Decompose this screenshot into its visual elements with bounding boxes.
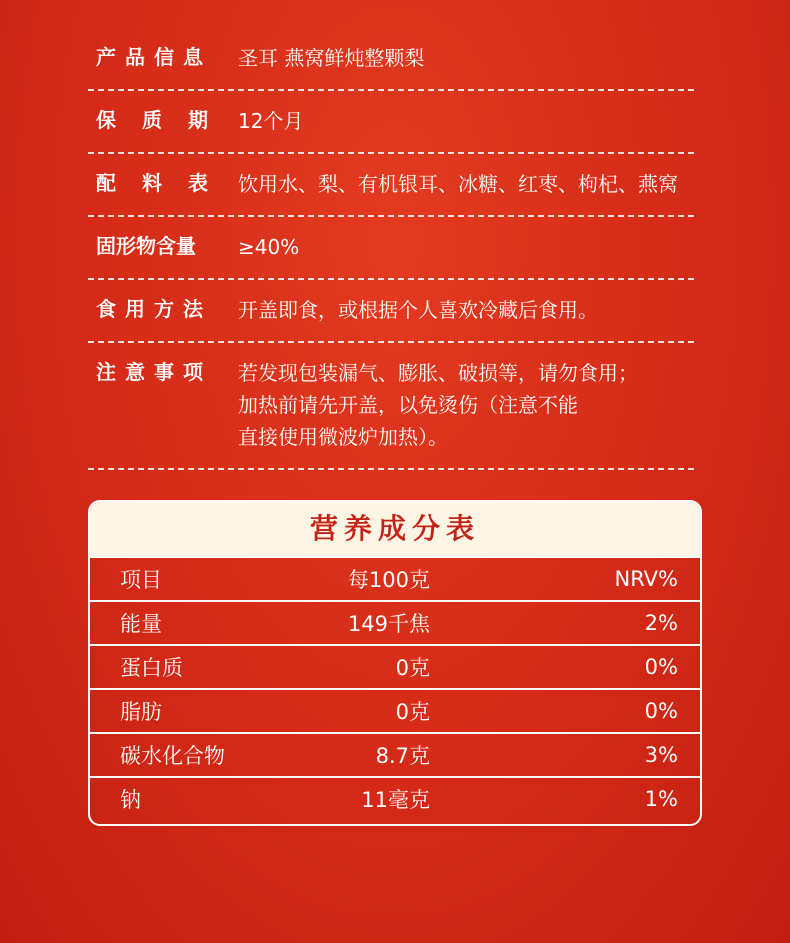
column-header-nrv: NRV%	[614, 567, 678, 591]
nutrient-nrv: 1%	[644, 787, 678, 811]
info-value	[238, 294, 598, 326]
nutrient-name: 脂肪	[120, 700, 162, 724]
info-value-line: 饮用水、梨、有机银耳、冰糖、红枣、枸杞、燕窝	[238, 172, 678, 196]
nutrient-amount: 11毫克	[361, 788, 430, 812]
info-value-line: ≥40%	[238, 235, 300, 259]
nutrient-amount: 8.7克	[375, 744, 430, 768]
nutrition-header-row	[90, 556, 700, 600]
info-value	[238, 357, 638, 453]
nutrient-amount: 0克	[395, 656, 430, 680]
info-value-line: 加热前请先开盖，以免烫伤（注意不能	[238, 393, 578, 417]
table-row	[90, 644, 700, 688]
info-value-line: 若发现包装漏气、膨胀、破损等，请勿食用；	[238, 361, 638, 385]
info-label: 保质期	[96, 108, 234, 132]
info-value	[238, 105, 303, 137]
info-row-notes	[88, 343, 694, 470]
info-label: 固形物含量	[96, 234, 196, 258]
info-row-solids	[88, 217, 694, 280]
nutrient-nrv: 0%	[644, 699, 678, 723]
nutrition-title: 营养成分表	[90, 502, 700, 556]
nutrient-amount: 149千焦	[347, 612, 430, 636]
nutrient-nrv: 0%	[644, 655, 678, 679]
info-value-line: 开盖即食，或根据个人喜欢冷藏后食用。	[238, 298, 598, 322]
info-label: 注意事项	[96, 360, 212, 384]
info-row-usage	[88, 280, 694, 343]
column-header-name: 项目	[120, 568, 162, 592]
nutrient-name: 蛋白质	[120, 656, 183, 680]
nutrition-table	[88, 500, 702, 826]
info-value-line: 直接使用微波炉加热）。	[238, 425, 448, 449]
info-row-product	[88, 28, 694, 91]
info-value-line: 圣耳 燕窝鲜炖整颗梨	[238, 46, 425, 70]
nutrient-name: 能量	[120, 612, 162, 636]
nutrient-nrv: 2%	[644, 611, 678, 635]
info-value-line: 12个月	[238, 109, 304, 133]
info-label: 配料表	[96, 171, 234, 195]
info-label: 食用方法	[96, 297, 212, 321]
info-value	[238, 231, 299, 263]
nutrient-nrv: 3%	[644, 743, 678, 767]
product-info-list	[88, 28, 694, 470]
nutrient-name: 碳水化合物	[120, 744, 225, 768]
table-row	[90, 776, 700, 820]
table-row	[90, 688, 700, 732]
column-header-amount: 每100克	[347, 568, 430, 592]
info-row-shelf-life	[88, 91, 694, 154]
nutrient-amount: 0克	[395, 700, 430, 724]
table-row	[90, 732, 700, 776]
table-row	[90, 600, 700, 644]
info-value	[238, 42, 424, 74]
nutrient-name: 钠	[120, 788, 141, 812]
info-row-ingredients	[88, 154, 694, 217]
info-value	[238, 168, 678, 200]
info-label: 产品信息	[96, 45, 212, 69]
